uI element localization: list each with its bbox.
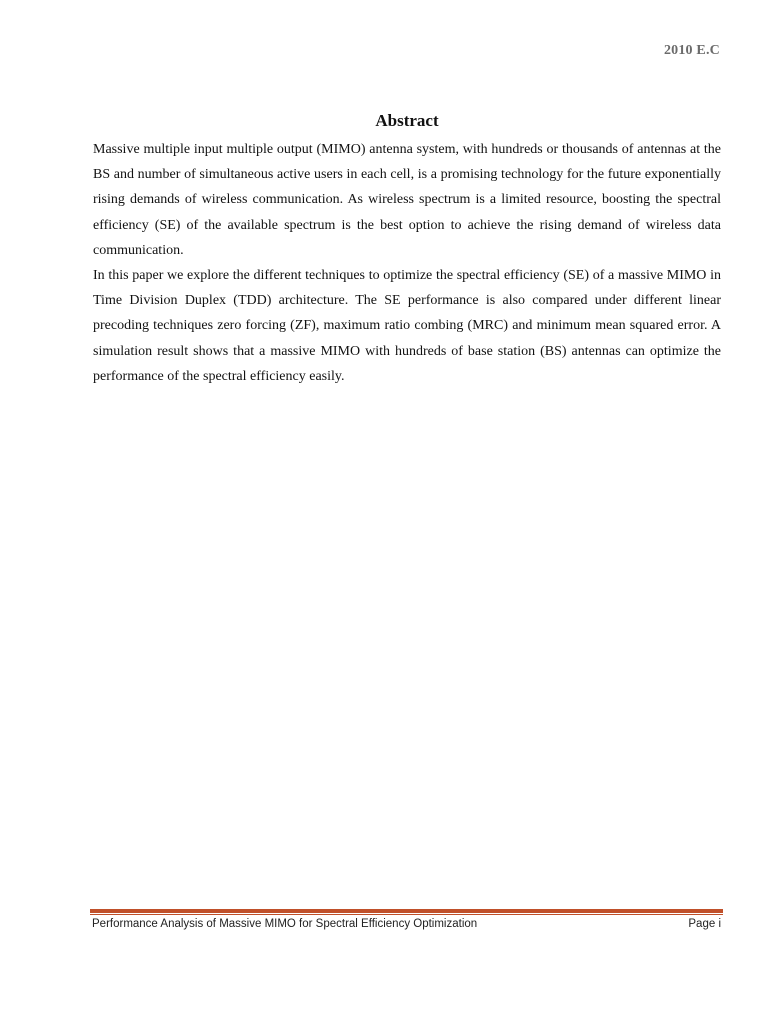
- abstract-title: Abstract: [375, 111, 439, 130]
- header-year: 2010 E.C: [663, 43, 720, 58]
- footer-document-title: Performance Analysis of Massive MIMO for Spectral Efficiency Optimization: [92, 918, 478, 930]
- abstract-paragraph: In this paper we explore the different techniques to optimize the spectral efficiency (SE) of a massive MIMO in Time Division Duplex (TDD) architecture. The SE performance is also compared under different linear precoding techniques zero forcing (ZF), maximum ratio combing (MRC) and minimum mean squared error. A simulation result shows that a massive MIMO with hundreds of base station (BS) antennas can optimize the performance of the spectral efficiency easily.: [93, 268, 721, 384]
- footer-page-number: Page i: [688, 918, 721, 930]
- footer-divider: [90, 909, 723, 915]
- abstract-body: [93, 137, 721, 389]
- abstract-paragraph: Massive multiple input multiple output (MIMO) antenna system, with hundreds or thousands of antennas at the BS and number of simultaneous active users in each cell, is a promising technology for the future exponentially rising demands of wireless communication. As wireless spectrum is a limited resource, boosting the spectral efficiency (SE) of the available spectrum is the best option to achieve the rising demand of wireless data communication.: [93, 142, 721, 258]
